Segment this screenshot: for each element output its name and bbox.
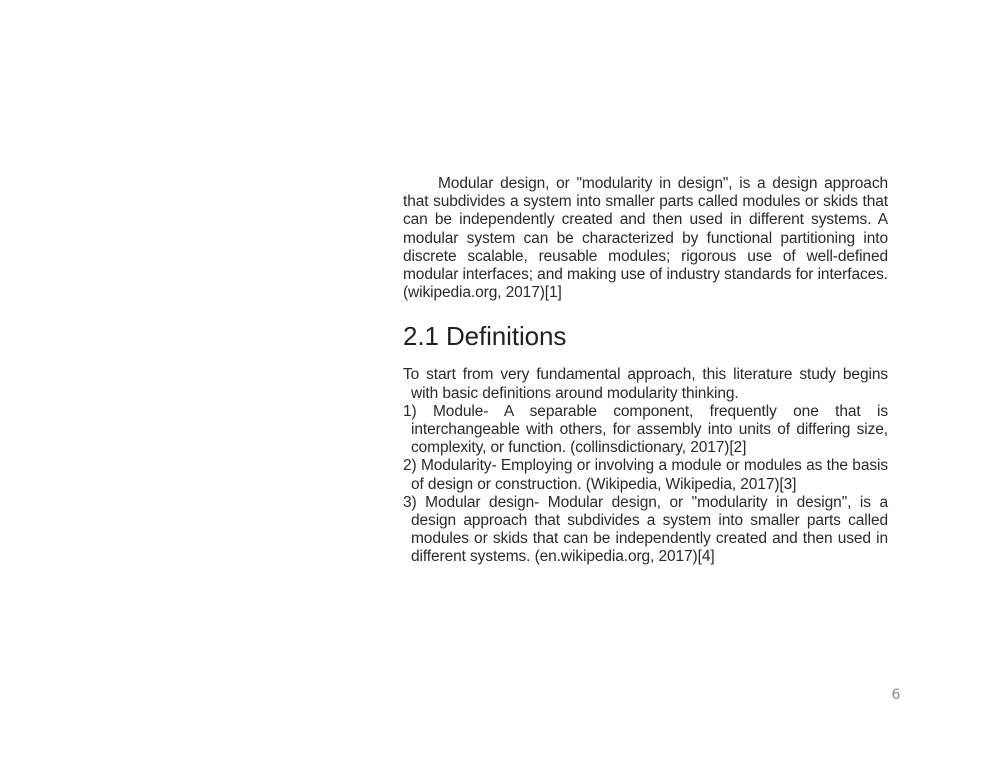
lead-paragraph: To start from very fundamental approach, this literature study begins with basic definitions around modularity thinking. — [403, 366, 888, 402]
page-content — [403, 175, 888, 567]
page-number: 6 — [891, 687, 901, 703]
definition-item-module: 1) Module- A separable component, frequently one that is interchangeable with others, for assembly into units of differing size, complexity, or function. (collinsdictionary, 2017)[2] — [403, 402, 888, 457]
definition-item-modular-design: 3) Modular design- Modular design, or "modularity in design", is a design approach that subdivides a system into smaller parts called modules or skids that can be independently created and then used in different systems. (en.wikipedia.org, 2017)[4] — [403, 493, 888, 566]
definition-item-modularity: 2) Modularity- Employing or involving a module or modules as the basis of design or construction. (Wikipedia, Wikipedia, 2017)[3] — [403, 457, 888, 493]
section-heading: 2.1 Definitions — [403, 321, 567, 352]
intro-paragraph: Modular design, or "modularity in design", is a design approach that subdivides a system into smaller parts called modules or skids that can be independently created and then used in different systems. A modular system can be characterized by functional partitioning into discrete scalable, reusable modules; rigorous use of well-defined modular interfaces; and making use of industry standards for interfaces. (wikipedia.org, 2017)[1] — [403, 175, 888, 302]
